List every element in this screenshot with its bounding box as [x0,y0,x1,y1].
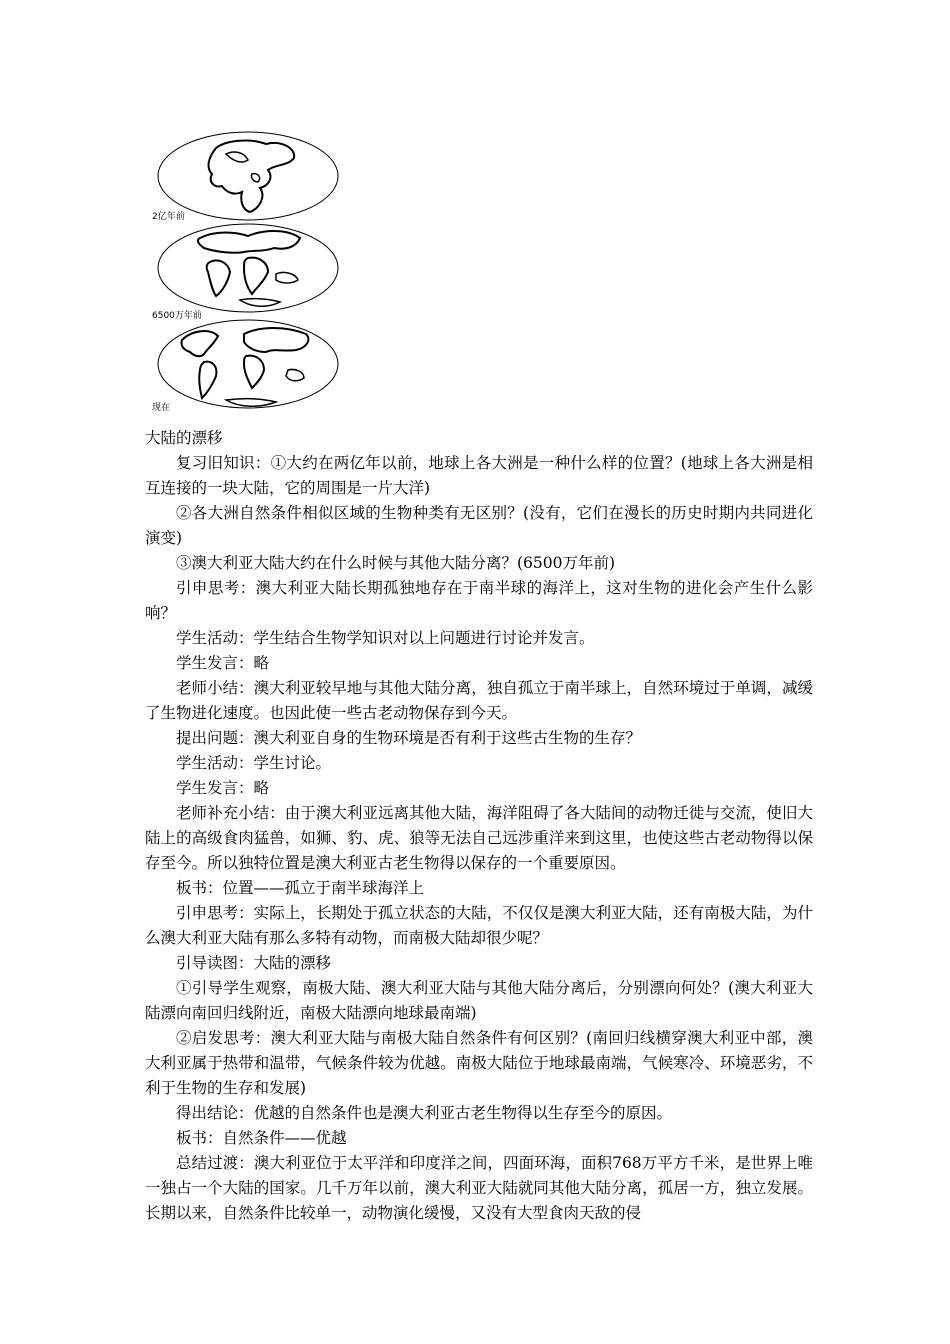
paragraph: 复习旧知识：①大约在两亿年以前，地球上各大洲是一种什么样的位置？(地球上各大洲是相互连接的一块大陆，它的周围是一片大洋) [145,454,813,497]
lesson-text [145,426,813,1226]
paragraph: 板书：位置——孤立于南半球海洋上 [176,879,425,897]
map-label-200ma: 2亿年前 [152,212,185,222]
paragraph: 学生发言：略 [176,654,270,672]
paragraph: ③澳大利亚大陆大约在什么时候与其他大陆分离？(6500万年前) [176,554,616,572]
paragraph: 引导读图：大陆的漂移 [176,954,332,972]
map-label-65ma: 6500万年前 [152,311,202,321]
paragraph: 板书：自然条件——优越 [176,1129,347,1147]
paragraph: 学生发言：略 [176,779,270,797]
paragraph: 提出问题：澳大利亚自身的生物环境是否有利于这些古生物的生存？ [176,729,642,747]
figure-caption: 大陆的漂移 [145,429,223,447]
paragraph: ②启发思考：澳大利亚大陆与南极大陆自然条件有何区别？(南回归线横穿澳大利亚中部，澳大利亚属于热带和温带，气候条件较为优越。南极大陆位于地球最南端，气候寒冷、环境恶劣，不利于生物的生存和发展) [145,1029,813,1097]
paragraph: 学生活动：学生结合生物学知识对以上问题进行讨论并发言。 [176,629,595,647]
paragraph: 总结过渡：澳大利亚位于太平洋和印度洋之间，四面环海，面积768万平方千米，是世界上唯一独占一个大陆的国家。几千万年以前，澳大利亚大陆就同其他大陆分离，孤居一方，独立发展。长期以来，自然条件比较单一，动物演化缓慢，又没有大型食肉天敌的侵 [145,1154,813,1222]
paragraph: 老师补充小结：由于澳大利亚远离其他大陆，海洋阻碍了各大陆间的动物迁徙与交流，使旧大陆上的高级食肉猛兽，如狮、豹、虎、狼等无法自己远涉重洋来到这里，也使这些古老动物得以保存至今。所以独特位置是澳大利亚古老生物得以保存的一个重要原因。 [145,804,813,872]
paragraph: 引申思考：实际上，长期处于孤立状态的大陆，不仅仅是澳大利亚大陆，还有南极大陆，为什么澳大利亚大陆有那么多特有动物，而南极大陆却很少呢？ [145,904,813,947]
continental-drift-figure [148,124,348,424]
paragraph: 老师小结：澳大利亚较早地与其他大陆分离，独自孤立于南半球上，自然环境过于单调，减缓了生物进化速度。也因此使一些古老动物保存到今天。 [145,679,813,722]
paragraph: ②各大洲自然条件相似区域的生物种类有无区别？(没有，它们在漫长的历史时期内共同进化演变) [145,504,813,547]
map-label-present: 现在 [152,403,171,413]
paragraph: ①引导学生观察，南极大陆、澳大利亚大陆与其他大陆分离后，分别漂向何处？(澳大利亚大陆漂向南回归线附近，南极大陆漂向地球最南端) [145,979,813,1022]
paragraph: 得出结论：优越的自然条件也是澳大利亚古老生物得以生存至今的原因。 [176,1104,673,1122]
world-map-present-icon [156,318,340,410]
paragraph: 学生活动：学生讨论。 [176,754,332,772]
continents-65ma-map-icon [156,222,340,314]
paragraph: 引申思考：澳大利亚大陆长期孤独地存在于南半球的海洋上，这对生物的进化会产生什么影响？ [145,579,813,622]
